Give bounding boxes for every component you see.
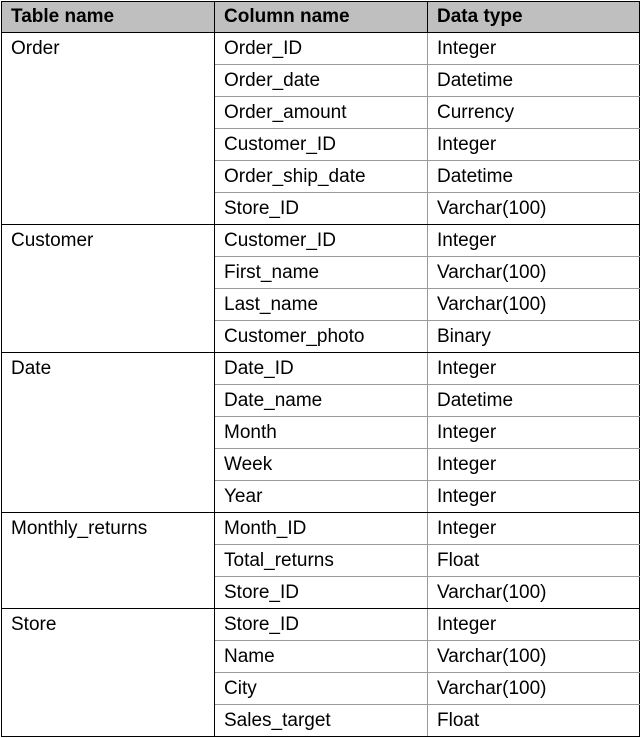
table-name-cell: Store (2, 609, 215, 737)
data-type-cell: Binary (428, 321, 640, 353)
column-name-cell: Month_ID (215, 513, 428, 545)
data-type-cell: Varchar(100) (428, 673, 640, 705)
column-name-cell: Store_ID (215, 609, 428, 641)
data-type-cell: Integer (428, 481, 640, 513)
column-name-cell: Total_returns (215, 545, 428, 577)
data-type-cell: Float (428, 545, 640, 577)
column-name-cell: Order_date (215, 65, 428, 97)
data-type-cell: Datetime (428, 161, 640, 193)
table-row (2, 353, 640, 385)
column-name-cell: Date_name (215, 385, 428, 417)
column-name-cell: Order_amount (215, 97, 428, 129)
column-name-cell: Year (215, 481, 428, 513)
table-row (2, 609, 640, 641)
data-type-cell: Integer (428, 129, 640, 161)
table-row (2, 513, 640, 545)
table-row (2, 225, 640, 257)
column-name-cell: City (215, 673, 428, 705)
data-type-cell: Varchar(100) (428, 289, 640, 321)
column-name-cell: Sales_target (215, 705, 428, 737)
data-type-cell: Integer (428, 417, 640, 449)
header-row (2, 2, 640, 33)
column-name-cell: Customer_photo (215, 321, 428, 353)
data-type-cell: Integer (428, 513, 640, 545)
data-type-cell: Varchar(100) (428, 641, 640, 673)
data-type-cell: Datetime (428, 65, 640, 97)
column-name-cell: Week (215, 449, 428, 481)
table-row (2, 33, 640, 65)
data-type-cell: Integer (428, 449, 640, 481)
column-name-cell: Month (215, 417, 428, 449)
data-type-cell: Integer (428, 609, 640, 641)
column-name-cell: Last_name (215, 289, 428, 321)
column-name-cell: Name (215, 641, 428, 673)
column-name-cell: Customer_ID (215, 129, 428, 161)
table-name-cell: Customer (2, 225, 215, 353)
table-header (2, 2, 640, 33)
column-name-cell: Customer_ID (215, 225, 428, 257)
column-name-cell: Order_ship_date (215, 161, 428, 193)
data-type-cell: Float (428, 705, 640, 737)
data-type-cell: Integer (428, 33, 640, 65)
column-name-cell: Order_ID (215, 33, 428, 65)
column-name-cell: Date_ID (215, 353, 428, 385)
data-type-cell: Integer (428, 353, 640, 385)
table-body (2, 33, 640, 737)
data-type-cell: Currency (428, 97, 640, 129)
table-name-cell: Monthly_returns (2, 513, 215, 609)
header-table-name: Table name (2, 2, 215, 33)
column-name-cell: Store_ID (215, 193, 428, 225)
data-type-cell: Datetime (428, 385, 640, 417)
header-column-name: Column name (215, 2, 428, 33)
data-type-cell: Integer (428, 225, 640, 257)
data-type-cell: Varchar(100) (428, 257, 640, 289)
data-type-cell: Varchar(100) (428, 577, 640, 609)
table-name-cell: Order (2, 33, 215, 225)
column-name-cell: Store_ID (215, 577, 428, 609)
data-type-cell: Varchar(100) (428, 193, 640, 225)
schema-table (1, 1, 640, 737)
column-name-cell: First_name (215, 257, 428, 289)
header-data-type: Data type (428, 2, 640, 33)
table-name-cell: Date (2, 353, 215, 513)
